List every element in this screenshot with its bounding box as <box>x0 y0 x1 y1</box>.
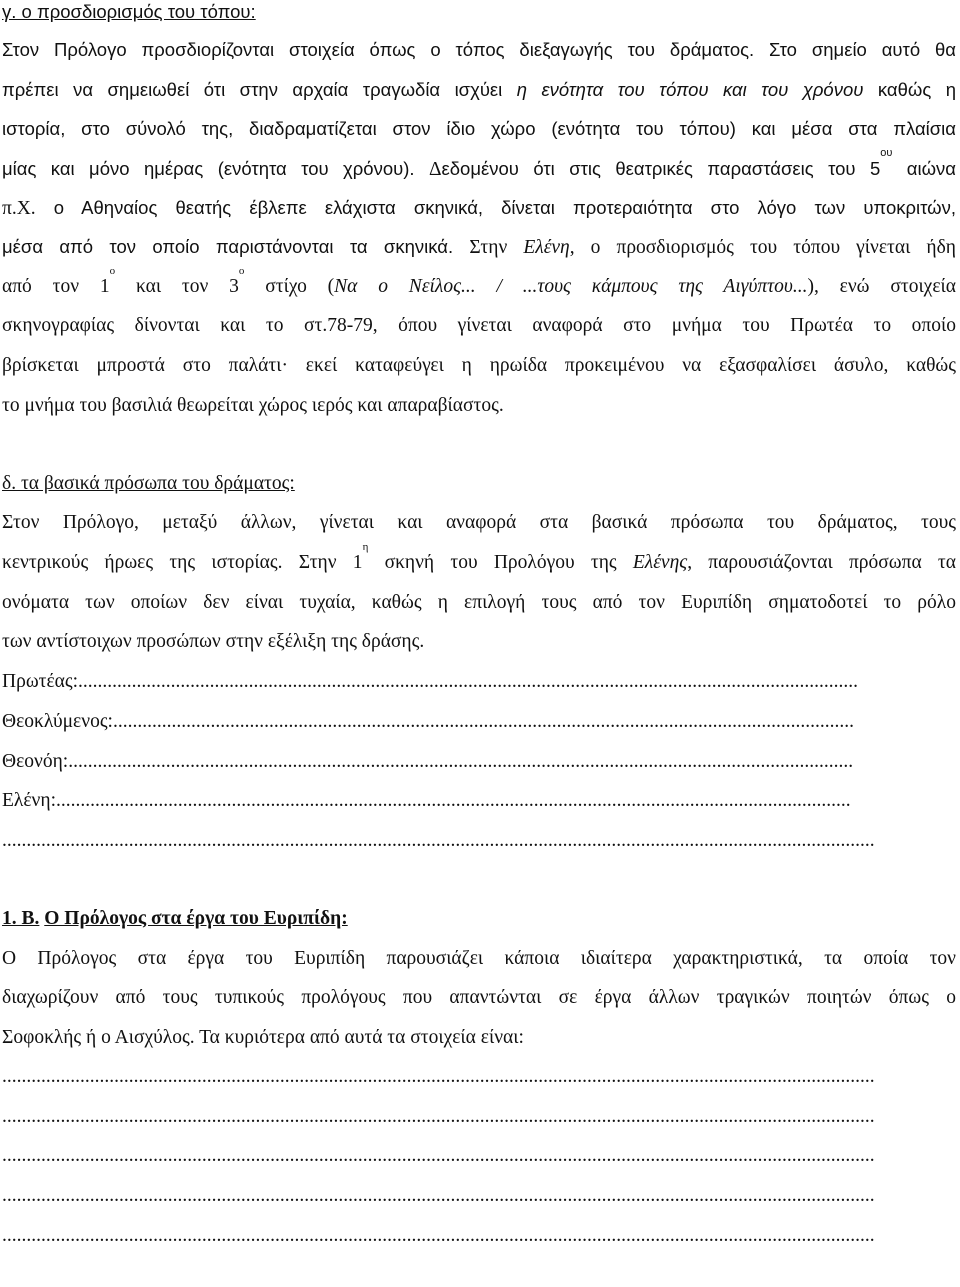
section-g-line-8-a: σκηνογραφίας δίνονται και το στ. <box>2 315 328 336</box>
fill-label-theoclymenus: Θεοκλύμενος: <box>2 711 113 732</box>
fill-dots-theonoe: ................................................................................................................................................................. <box>68 751 854 772</box>
section-d-line-1: Στον Πρόλογο, μεταξύ άλλων, γίνεται και αναφορά στα βασικά πρόσωπα του δράματος, τους <box>2 512 956 533</box>
fill-line-proteus[interactable] <box>2 670 956 694</box>
section-g-line-9: βρίσκεται μπροστά στο παλάτι· εκεί καταφεύγει η ηρωίδα προκειμένου να εξασφαλίσει άσυλο, καθώς <box>2 355 956 376</box>
play-title-helen-genitive: Ελένης <box>632 552 688 573</box>
fill-line-theonoe[interactable] <box>2 750 956 774</box>
section-g-line-2 <box>2 78 956 102</box>
play-title-helen: Ελένη <box>523 237 570 258</box>
fill-label-proteus: Πρωτέας: <box>2 671 79 692</box>
section-g-heading <box>2 0 956 24</box>
fill-dots-helen: ................................................................................................................................................................... <box>56 790 851 811</box>
section-g-line-2-c: καθώς η <box>863 79 957 100</box>
section-1b-line-3: Σοφοκλής ή ο Αισχύλος. Τα κυριότερα από αυτά τα στοιχεία είναι: <box>2 1027 524 1048</box>
section-g-line-4-b: Δ <box>428 159 442 180</box>
section-1b-line-1: Ο Πρόλογος στα έργα του Ευριπίδη παρουσιάζει κάποια ιδιαίτερα χαρακτηριστικά, τα οποία τον <box>2 948 956 969</box>
section-g-line-4-d: αιώνα <box>892 158 956 179</box>
section-d-line-2-b: σκηνή του Προλόγου της <box>368 552 633 573</box>
section-g-line-5-a: π.Χ. <box>2 198 36 219</box>
section-d-heading <box>2 472 956 496</box>
section-g-line-8 <box>2 314 956 338</box>
fill-line-extra[interactable]: ................................................................................................................................................................................... <box>2 830 875 851</box>
section-d-heading-text: δ. τα βασικά πρόσωπα του δράματος: <box>2 473 295 494</box>
section-g-line-4-c: εδομένου ότι στις θεατρικές παραστάσεις του 5 <box>441 158 881 179</box>
section-g-line-7 <box>2 265 956 299</box>
fill-line-helen[interactable] <box>2 789 956 813</box>
section-g-line-8-b: 78-79, όπου γίνεται αναφορά στο μνήμα του Πρωτέα το οποίο <box>327 315 956 336</box>
section-g-line-6-d: , ο προσδιορισμός του τόπου γίνεται ήδη <box>569 237 956 258</box>
section-g-line-4 <box>2 147 956 182</box>
section-g-line-6 <box>2 235 956 260</box>
fill-label-helen: Ελένη: <box>2 790 56 811</box>
section-g-line-3: ιστορία, στο σύνολό της, διαδραματίζεται στον ίδιο χώρο (ενότητα του τόπου) και μέσα στα πλαίσια <box>2 118 956 139</box>
section-g-line-2-a: πρέπει να σημειωθεί ότι στην αρχαία τραγωδία ισχύει <box>2 79 517 100</box>
section-g-line-6-a: μέσα από τον οποίο παριστάνονται τα σκηνικά. <box>2 236 470 257</box>
section-g-line-7-b: και τον 3 <box>115 276 239 297</box>
ordinal-superscript-1: ο <box>109 265 116 277</box>
fill-dots-theoclymenus: ........................................................................................................................................................ <box>112 711 854 732</box>
section-g-line-7-c: στίχο ( <box>244 276 335 297</box>
section-d-line-2-a: κεντρικούς ήρωες της ιστορίας. Στην 1 <box>2 552 363 573</box>
section-1b-number: 1. Β. <box>2 908 40 929</box>
section-1b-title: Ο Πρόλογος στα έργα του Ευριπίδη: <box>44 908 348 929</box>
section-d-line-2 <box>2 541 956 575</box>
section-1b-heading <box>2 907 956 931</box>
ordinal-superscript-2: ο <box>238 265 245 277</box>
section-1b-line-2: διαχωρίζουν από τους τυπικούς προλόγους που απαντώνται σε έργα άλλων τραγικών ποιητών όπως ο <box>2 987 956 1008</box>
section-g-line-4-a: μίας και μόνο ημέρας (ενότητα του χρόνου). <box>2 158 429 179</box>
section-g-line-5-b: ο Αθηναίος θεατής έβλεπε ελάχιστα σκηνικά, δίνεται προτεραιότητα στο λόγο των υποκριτών, <box>35 197 956 218</box>
fill-label-theonoe: Θεονόη: <box>2 751 69 772</box>
answer-dot-line-2[interactable]: ................................................................................................................................................................................... <box>2 1106 875 1127</box>
section-g-line-7-a: από τον 1 <box>2 276 110 297</box>
answer-dot-line-5[interactable]: ................................................................................................................................................................................... <box>2 1225 875 1246</box>
answer-dot-line-4[interactable]: ................................................................................................................................................................................... <box>2 1185 875 1206</box>
answer-dot-line-1[interactable]: ................................................................................................................................................................................... <box>2 1066 875 1087</box>
section-g-line-6-b: Στην <box>469 237 524 258</box>
section-d-line-3: ονόματα των οποίων δεν είναι τυχαία, καθώς η επιλογή τους από τον Ευριπίδη σηματοδοτεί το ρόλο <box>2 592 956 613</box>
section-d-line-2-d: , παρουσιάζονται πρόσωπα τα <box>687 552 956 573</box>
fill-line-theoclymenus[interactable] <box>2 710 956 734</box>
verse-quote: Να ο Νείλος... / ...τους κάμπους της Αιγύπτου... <box>334 276 808 297</box>
section-g-heading-text: γ. ο προσδιορισμός του τόπου: <box>2 1 256 22</box>
section-d-line-4: των αντίστοιχων προσώπων στην εξέλιξη της δράσης. <box>2 631 425 652</box>
section-g-line-7-e: ), ενώ στοιχεία <box>807 276 956 297</box>
scene-ordinal-superscript: η <box>362 541 369 553</box>
unity-of-place-and-time: η ενότητα του τόπου και του χρόνου <box>516 79 864 100</box>
section-g-line-1: Στον Πρόλογο προσδιορίζονται στοιχεία όπως ο τόπος διεξαγωγής του δράματος. Στο σημείο αυτό θα <box>2 39 956 60</box>
fill-dots-proteus: ................................................................................................................................................................ <box>78 671 859 692</box>
answer-dot-line-3[interactable]: ................................................................................................................................................................................... <box>2 1145 875 1166</box>
century-superscript: ου <box>880 147 893 159</box>
section-g-line-5 <box>2 196 956 221</box>
section-g-line-10: το μνήμα του βασιλιά θεωρείται χώρος ιερός και απαραβίαστος. <box>2 395 504 416</box>
